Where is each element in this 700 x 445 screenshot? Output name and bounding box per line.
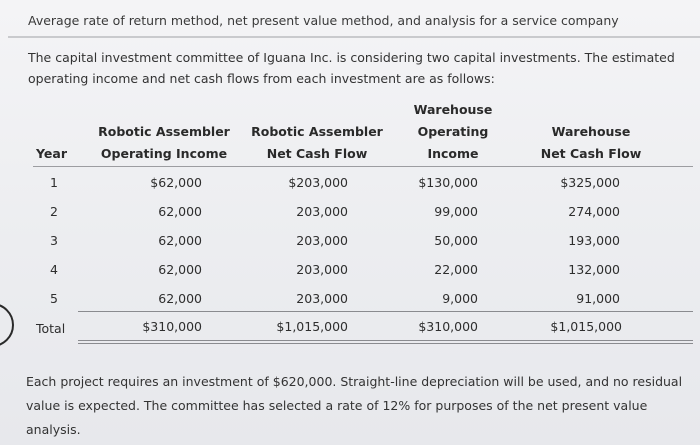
cell-year: 5 <box>50 291 58 306</box>
cell-year: 2 <box>50 204 58 219</box>
total-rule <box>78 311 693 312</box>
intro-paragraph: The capital investment committee of Iguana Inc. is considering two capital investments. The estimated operating income and net cash flows from each investment are as follows: <box>28 50 675 86</box>
header-robotic-net-cash-flow: Robotic Assembler Net Cash Flow <box>251 124 383 161</box>
header-underline <box>33 166 693 167</box>
cell-ra-income: 62,000 <box>158 204 202 219</box>
footer-paragraph: Each project requires an investment of $620,000. Straight-line depreciation will be used, and no residual value is expected. The committee has selected a rate of 12% for purposes of the net present value analysis. <box>26 374 683 437</box>
cell-wh-income: 9,000 <box>442 291 478 306</box>
cell-total-wh-income: $310,000 <box>418 319 478 334</box>
double-underline-top <box>78 340 693 341</box>
cell-ra-income: 62,000 <box>158 291 202 306</box>
pen-circle-mark <box>0 303 14 347</box>
cell-wh-cash: 132,000 <box>568 262 620 277</box>
double-underline-bottom <box>78 343 693 344</box>
cell-wh-cash: 91,000 <box>576 291 620 306</box>
header-warehouse-net-cash-flow: Warehouse Net Cash Flow <box>540 124 642 161</box>
cell-wh-income: 99,000 <box>434 204 478 219</box>
cell-wh-cash: 193,000 <box>568 233 620 248</box>
cell-ra-cash: $203,000 <box>288 175 348 190</box>
cell-total-wh-cash: $1,015,000 <box>550 319 622 334</box>
cell-year: 4 <box>50 262 58 277</box>
cell-total-ra-cash: $1,015,000 <box>276 319 348 334</box>
cell-year: 1 <box>50 175 58 190</box>
header-year: Year <box>36 146 67 161</box>
cell-ra-cash: 203,000 <box>296 233 348 248</box>
problem-title: Average rate of return method, net present value method, and analysis for a service company <box>28 13 619 28</box>
cell-wh-cash: $325,000 <box>560 175 620 190</box>
header-warehouse-operating-income: Warehouse Operating Income <box>413 102 493 161</box>
cell-total-ra-income: $310,000 <box>142 319 202 334</box>
cell-ra-income: 62,000 <box>158 262 202 277</box>
cell-wh-income: 50,000 <box>434 233 478 248</box>
cell-wh-income: $130,000 <box>418 175 478 190</box>
header-robotic-operating-income: Robotic Assembler Operating Income <box>98 124 230 161</box>
cell-ra-income: $62,000 <box>150 175 202 190</box>
cell-ra-cash: 203,000 <box>296 291 348 306</box>
cell-wh-cash: 274,000 <box>568 204 620 219</box>
cell-year: 3 <box>50 233 58 248</box>
cell-wh-income: 22,000 <box>434 262 478 277</box>
cell-ra-cash: 203,000 <box>296 204 348 219</box>
cell-ra-cash: 203,000 <box>296 262 348 277</box>
cell-total-label: Total <box>36 321 66 336</box>
divider <box>8 36 700 38</box>
cell-ra-income: 62,000 <box>158 233 202 248</box>
